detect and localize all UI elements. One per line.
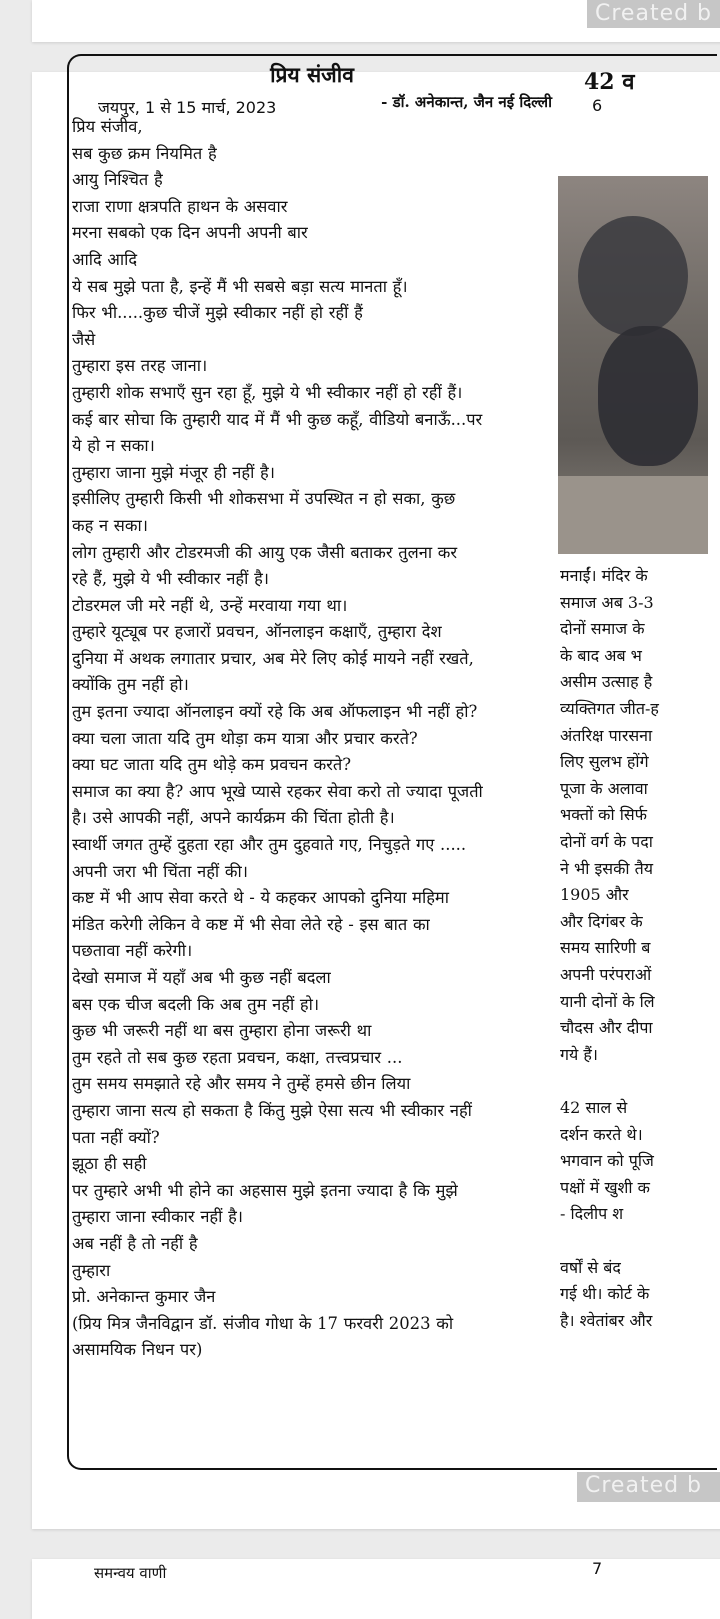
article-line: आदि आदि	[72, 249, 138, 269]
next-page	[32, 1559, 720, 1619]
next-page-header: समन्वय वाणी	[94, 1564, 167, 1582]
article-body	[72, 114, 552, 1364]
article-line: झूठा ही सही	[72, 1154, 147, 1174]
article-line: प्रिय संजीव,	[72, 117, 143, 136]
article-byline: - डॉ. अनेकान्त, जैन नई दिल्ली	[381, 93, 552, 111]
article-line: पता नहीं क्यों?	[72, 1127, 160, 1147]
article-line: अब नहीं है तो नहीं है	[72, 1233, 198, 1253]
next-page-number: 7	[592, 1559, 603, 1578]
article-line: समाज का क्या है? आप भूखे प्यासे रहकर सेवा करो तो ज्यादा पूजती	[72, 781, 483, 801]
article-line: ये सब मुझे पता है, इन्हें मैं भी सबसे बड़ा सत्य मानता हूँ।	[72, 276, 408, 296]
adjacent-title: 42 व	[584, 69, 635, 95]
article-line: कुछ भी जरूरी नहीं था बस तुम्हारा होना जरूरी था	[72, 1021, 372, 1041]
article-line: तुम्हारा जाना सत्य हो सकता है किंतु मुझे ऐसा सत्य भी स्वीकार नहीं	[72, 1100, 472, 1120]
article-line: आयु निश्चित है	[72, 170, 163, 190]
article-line: तुम इतना ज्यादा ऑनलाइन क्यों रहे कि अब ऑफलाइन भी नहीं हो?	[72, 702, 478, 722]
adjacent-line: पक्षों में खुशी क	[560, 1177, 650, 1197]
photo-shape	[598, 326, 698, 466]
article-line: स्वार्थी जगत तुम्हें दुहता रहा और तुम दुहवाते गए, निचुड़ते गए .....	[72, 835, 467, 855]
article-line: लोग तुम्हारी और टोडरमजी की आयु एक जैसी बताकर तुलना कर	[72, 542, 458, 562]
article-line: बस एक चीज बदली कि अब तुम नहीं हो।	[72, 994, 320, 1014]
adjacent-line: के बाद अब भ	[560, 645, 642, 665]
article-line: है। उसे आपकी नहीं, अपने कार्यक्रम की चिंता होती है।	[72, 808, 395, 828]
article-line: तुम्हारे यूट्यूब पर हजारों प्रवचन, ऑनलाइन कक्षाएँ, तुम्हारा देश	[72, 622, 442, 642]
adjacent-line: 42 साल से	[560, 1098, 628, 1117]
article-line: क्योंकि तुम नहीं हो।	[72, 675, 189, 695]
article-line: इसीलिए तुम्हारी किसी भी शोकसभा में उपस्थित न हो सका, कुछ	[72, 489, 456, 509]
page-dateline: जयपुर, 1 से 15 मार्च, 2023	[98, 98, 277, 117]
article-line: जैसे	[72, 329, 96, 349]
photo-shape	[558, 476, 708, 554]
temple-idol-photo	[558, 176, 708, 554]
adjacent-line: दोनों वर्ग के पदा	[560, 832, 653, 851]
adjacent-line: असीम उत्साह है	[560, 672, 653, 692]
adjacent-line: और दिगंबर के	[560, 911, 643, 931]
adjacent-line: ने भी इसकी तैय	[560, 858, 654, 878]
article-line: तुम्हारा इस तरह जाना।	[72, 356, 208, 376]
article-line: क्या चला जाता यदि तुम थोड़ा कम यात्रा और प्रचार करते?	[72, 728, 418, 748]
watermark-bottom: Created b	[577, 1472, 720, 1502]
adjacent-line: पूजा के अलावा	[560, 778, 648, 798]
adjacent-line: 1905 और	[560, 885, 629, 905]
article-line: तुम समय समझाते रहे और समय ने तुम्हें हमसे छीन लिया	[72, 1074, 411, 1094]
article-line: कई बार सोचा कि तुम्हारी याद में मैं भी कुछ कहूँ, वीडियो बनाऊँ...पर	[72, 409, 483, 429]
adjacent-line: दर्शन करते थे।	[560, 1124, 643, 1144]
adjacent-line: भक्तों को सिर्फ	[560, 805, 647, 825]
adjacent-line: मनाईं। मंदिर के	[560, 566, 648, 585]
article-line: टोडरमल जी मरे नहीं थे, उन्हें मरवाया गया था।	[72, 595, 348, 615]
adjacent-line: अंतरिक्ष पारसना	[560, 725, 653, 745]
watermark-top: Created b	[587, 0, 720, 28]
adjacent-line: लिए सुलभ होंगे	[560, 752, 649, 772]
adjacent-column	[556, 58, 716, 102]
article-line: क्या घट जाता यदि तुम थोड़े कम प्रवचन करते?	[72, 755, 351, 775]
article-line: असामयिक निधन पर)	[72, 1340, 203, 1360]
adjacent-line: भगवान को पूजि	[560, 1151, 654, 1171]
article-line: सब कुछ क्रम नियमित है	[72, 143, 217, 163]
adjacent-line: है। श्वेतांबर और	[560, 1310, 653, 1330]
article-line: फिर भी.....कुछ चीजें मुझे स्वीकार नहीं हो रहीं हैं	[72, 303, 363, 323]
article-line: ये हो न सका।	[72, 436, 155, 456]
article-line: राजा राणा क्षत्रपति हाथन के असवार	[72, 196, 288, 216]
adjacent-line: वर्षों से बंद	[560, 1257, 621, 1277]
article-line: तुम्हारा जाना स्वीकार नहीं है।	[72, 1207, 244, 1227]
adjacent-line: अपनी परंपराओं	[560, 965, 652, 984]
article-line: कह न सका।	[72, 515, 148, 535]
article-title: प्रिय संजीव	[270, 62, 354, 87]
article-line: (प्रिय मित्र जैनविद्वान डॉ. संजीव गोधा के 17 फरवरी 2023 को	[72, 1313, 454, 1333]
article-line: तुम्हारी शोक सभाएँ सुन रहा हूँ, मुझे ये भी स्वीकार नहीं हो रहीं हैं।	[72, 382, 463, 402]
article-line: तुम्हारा जाना मुझे मंजूर ही नहीं है।	[72, 462, 275, 482]
adjacent-line: समाज अब 3-3	[560, 592, 654, 612]
article-line: पर तुम्हारे अभी भी होने का अहसास मुझे इतना ज्यादा है कि मुझे	[72, 1180, 458, 1200]
page-number: 6	[592, 96, 603, 115]
previous-page	[32, 0, 720, 42]
adjacent-line: गई थी। कोर्ट के	[560, 1284, 650, 1304]
adjacent-line: समय सारिणी ब	[560, 938, 651, 958]
adjacent-line: व्यक्तिगत जीत-ह	[560, 699, 659, 718]
adjacent-line: गये हैं।	[560, 1044, 598, 1064]
article-line: देखो समाज में यहाँ अब भी कुछ नहीं बदला	[72, 968, 331, 987]
article-line: मंडित करेगी लेकिन वे कष्ट में भी सेवा लेते रहे - इस बात का	[72, 914, 430, 934]
article-line: मरना सबको एक दिन अपनी अपनी बार	[72, 223, 308, 243]
article-line: पछतावा नहीं करेगी।	[72, 941, 193, 961]
article-line: तुम्हारा	[72, 1260, 111, 1280]
adjacent-line: दोनों समाज के	[560, 619, 645, 639]
article-line: रहे हैं, मुझे ये भी स्वीकार नहीं है।	[72, 569, 269, 589]
adjacent-line: - दिलीप श	[560, 1204, 624, 1224]
adjacent-line: चौदस और दीपा	[560, 1018, 653, 1038]
article-line: अपनी जरा भी चिंता नहीं की।	[72, 861, 248, 881]
article-line: प्रो. अनेकान्त कुमार जैन	[72, 1287, 216, 1307]
article-column	[72, 58, 552, 1364]
adjacent-line: यानी दोनों के लि	[560, 991, 655, 1011]
article-line: दुनिया में अथक लगातार प्रचार, अब मेरे लिए कोई मायने नहीं रखते,	[72, 648, 474, 668]
photo-shape	[578, 216, 688, 336]
article-line: कष्ट में भी आप सेवा करते थे - ये कहकर आपको दुनिया महिमा	[72, 888, 449, 908]
article-line: तुम रहते तो सब कुछ रहता प्रवचन, कक्षा, तत्त्वप्रचार ...	[72, 1047, 403, 1067]
